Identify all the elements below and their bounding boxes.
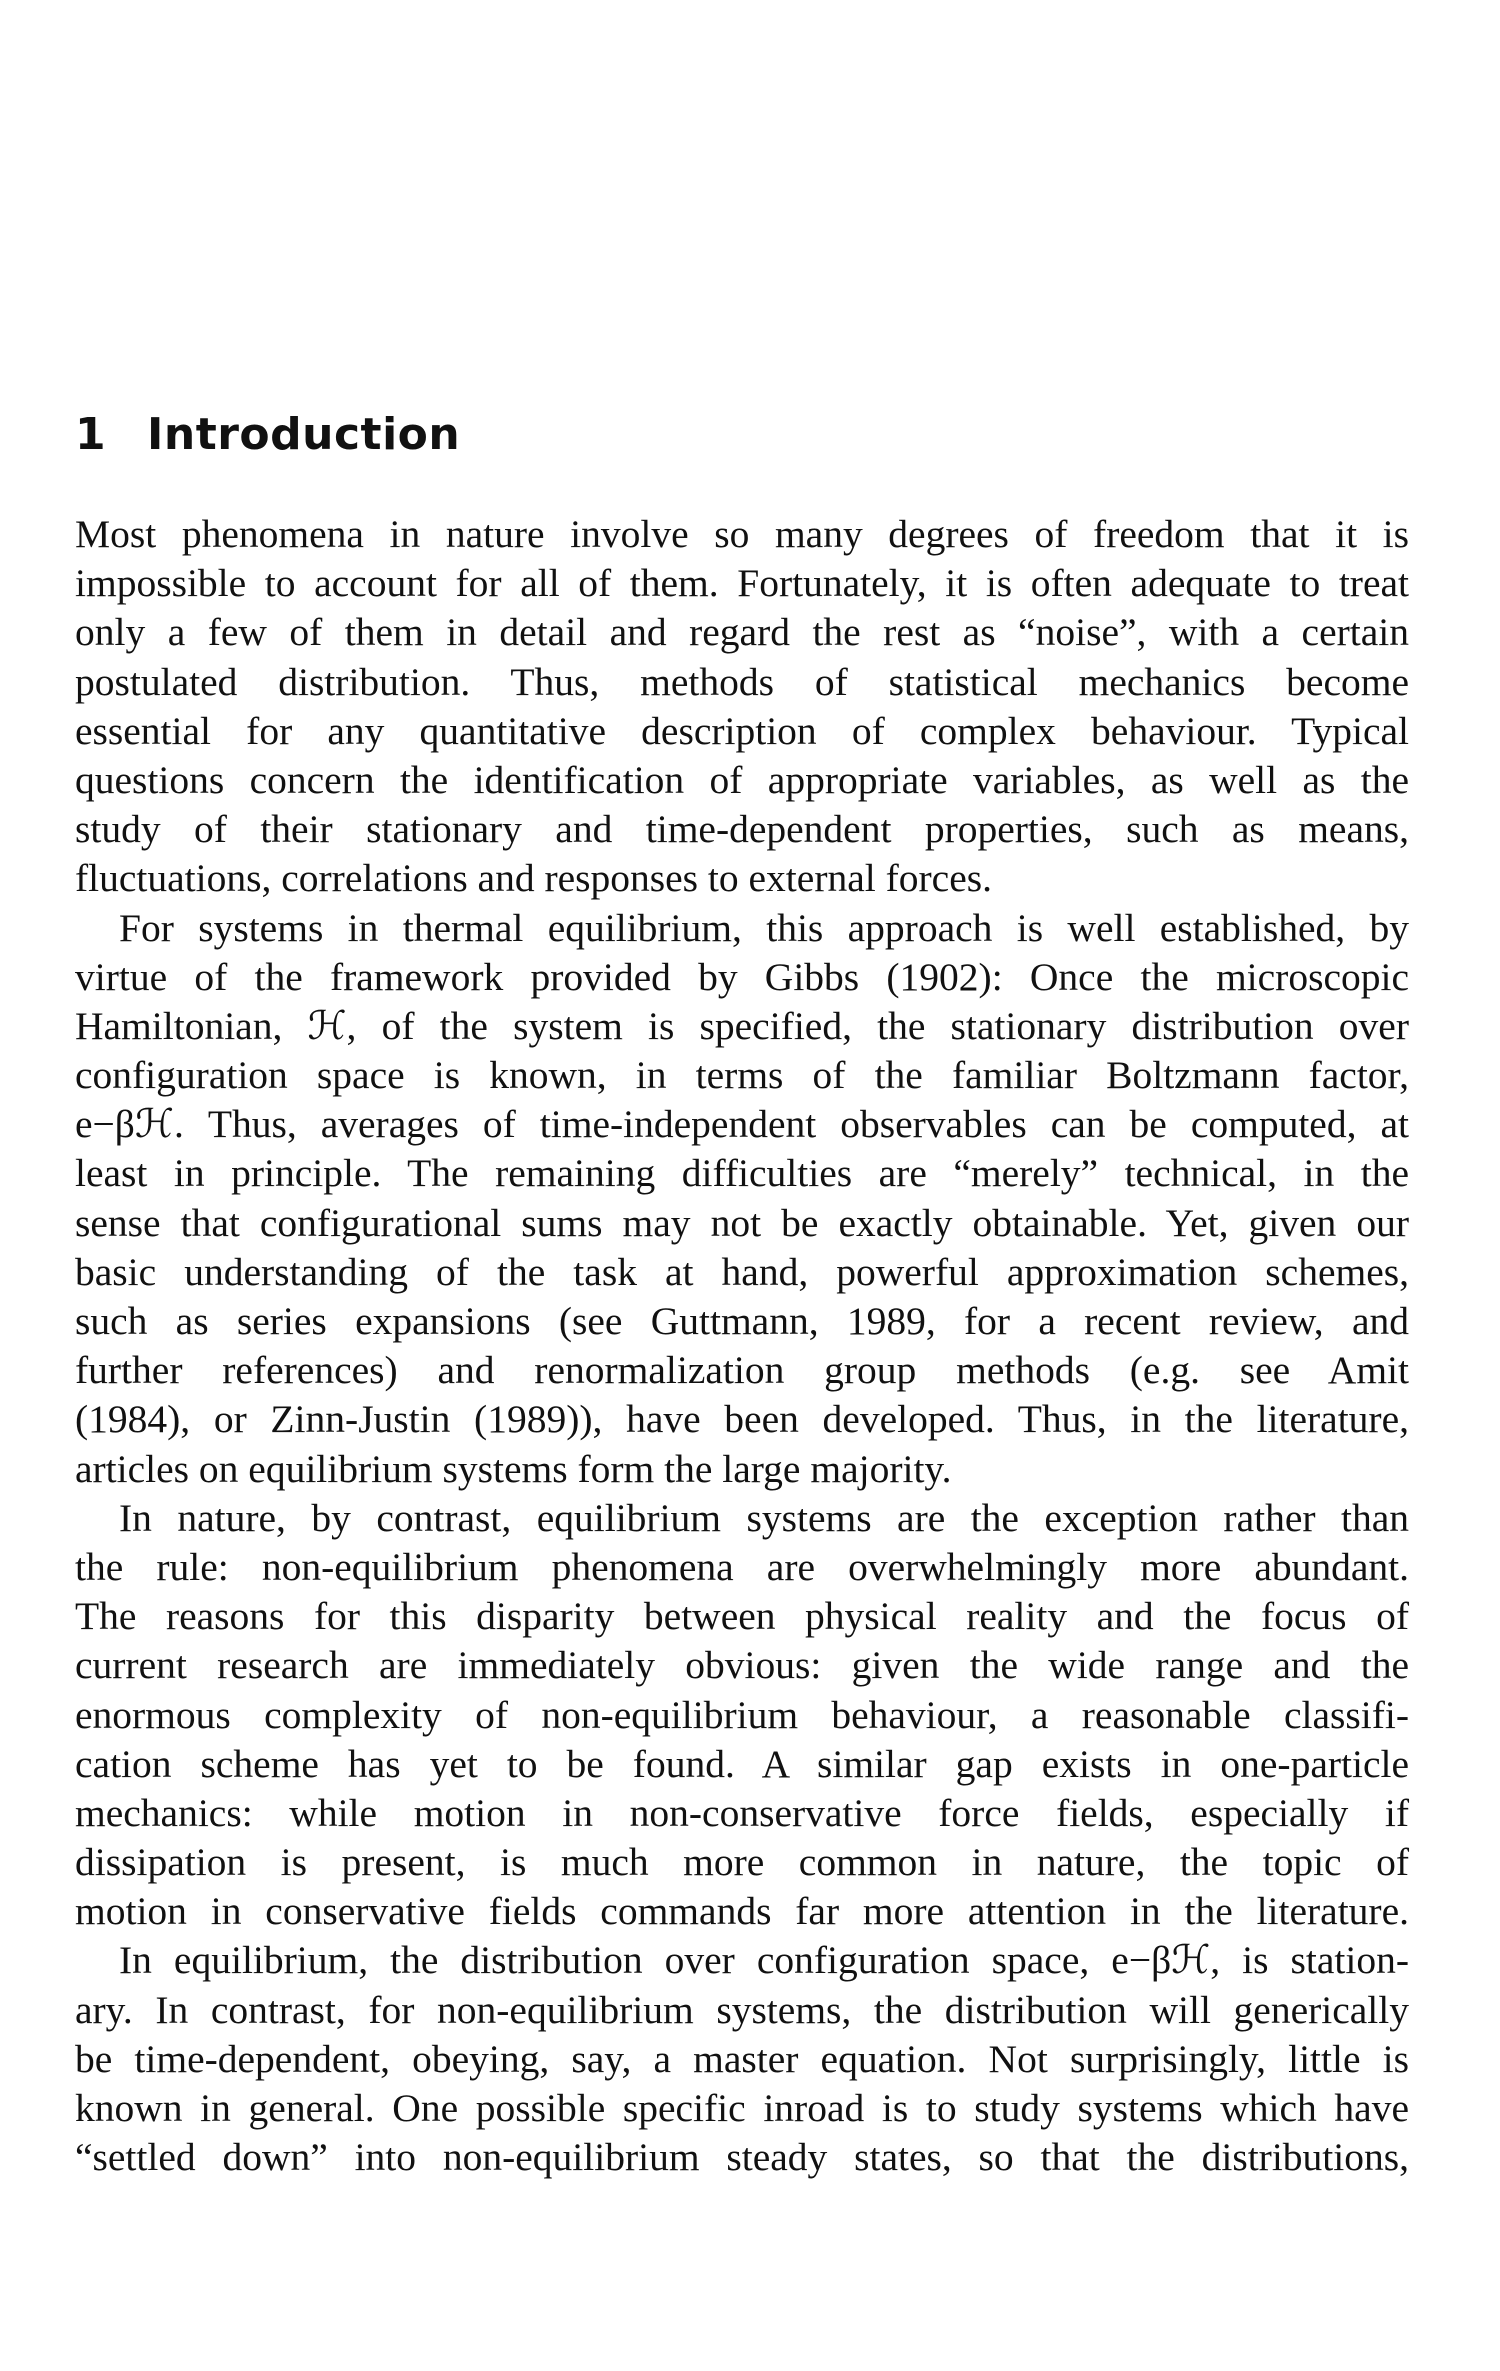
text-line: current research are immediately obvious: given the wide range and the xyxy=(75,1643,1409,1688)
text-line: impossible to account for all of them. Fortunately, it is often adequate to treat xyxy=(75,561,1409,606)
text-line: known in general. One possible specific inroad is to study systems which have xyxy=(75,2086,1409,2130)
text-line: mechanics: while motion in non-conservative force fields, especially if xyxy=(75,1790,1409,1835)
text-line: articles on equilibrium systems form the large majority. xyxy=(75,1446,952,1491)
paragraph xyxy=(75,510,1409,904)
chapter-heading xyxy=(75,405,460,465)
text-line: dissipation is present, is much more common in nature, the topic of xyxy=(75,1840,1409,1885)
body-text xyxy=(75,510,1409,2182)
text-line: e−βℋ. Thus, averages of time-independent observables can be computed, at xyxy=(75,1102,1409,1147)
chapter-number: 1 xyxy=(75,409,107,460)
text-line: cation scheme has yet to be found. A similar gap exists in one-particle xyxy=(75,1741,1409,1786)
text-line: be time-dependent, obeying, say, a master equation. Not surprisingly, little is xyxy=(75,2036,1409,2081)
paragraph xyxy=(75,904,1409,1494)
text-line: questions concern the identification of appropriate variables, as well as the xyxy=(75,757,1409,802)
text-line: least in principle. The remaining difficulties are “merely” technical, in the xyxy=(75,1151,1409,1196)
text-line: Hamiltonian, ℋ, of the system is specified, the stationary distribution over xyxy=(75,1003,1409,1048)
text-line: For systems in thermal equilibrium, this approach is well established, by xyxy=(119,905,1409,950)
text-line: study of their stationary and time-dependent properties, such as means, xyxy=(75,807,1409,852)
text-line: basic understanding of the task at hand, powerful approximation schemes, xyxy=(75,1249,1409,1294)
text-line: fluctuations, correlations and responses to external forces. xyxy=(75,856,992,901)
text-line: motion in conservative fields commands far more attention in the literature. xyxy=(75,1889,1409,1934)
text-line: such as series expansions (see Guttmann, 1989, for a recent review, and xyxy=(75,1299,1409,1343)
text-line: further references) and renormalization group methods (e.g. see Amit xyxy=(75,1348,1409,1393)
text-line: ary. In contrast, for non-equilibrium systems, the distribution will generically xyxy=(75,1987,1409,2032)
text-line: In nature, by contrast, equilibrium systems are the exception rather than xyxy=(119,1495,1409,1540)
paragraph xyxy=(75,1936,1409,2182)
text-line: “settled down” into non-equilibrium steady states, so that the distributions, xyxy=(75,2135,1409,2180)
text-line: configuration space is known, in terms of the familiar Boltzmann factor, xyxy=(75,1053,1409,1098)
text-line: essential for any quantitative description of complex behaviour. Typical xyxy=(75,708,1409,753)
text-line: the rule: non-equilibrium phenomena are overwhelmingly more abundant. xyxy=(75,1544,1409,1589)
chapter-title: Introduction xyxy=(147,409,461,460)
text-line: sense that configurational sums may not be exactly obtainable. Yet, given our xyxy=(75,1200,1409,1245)
paragraph xyxy=(75,1494,1409,1937)
text-line: virtue of the framework provided by Gibbs (1902): Once the microscopic xyxy=(75,954,1409,999)
text-line: In equilibrium, the distribution over configuration space, e−βℋ, is station- xyxy=(119,1938,1409,1983)
text-line: The reasons for this disparity between physical reality and the focus of xyxy=(75,1594,1409,1639)
text-line: enormous complexity of non-equilibrium behaviour, a reasonable classifi- xyxy=(75,1692,1409,1737)
text-line: Most phenomena in nature involve so many degrees of freedom that it is xyxy=(75,512,1409,556)
text-line: only a few of them in detail and regard the rest as “noise”, with a certain xyxy=(75,610,1409,655)
text-line: postulated distribution. Thus, methods of statistical mechanics become xyxy=(75,659,1409,704)
text-line: (1984), or Zinn-Justin (1989)), have been developed. Thus, in the literature, xyxy=(75,1397,1409,1442)
